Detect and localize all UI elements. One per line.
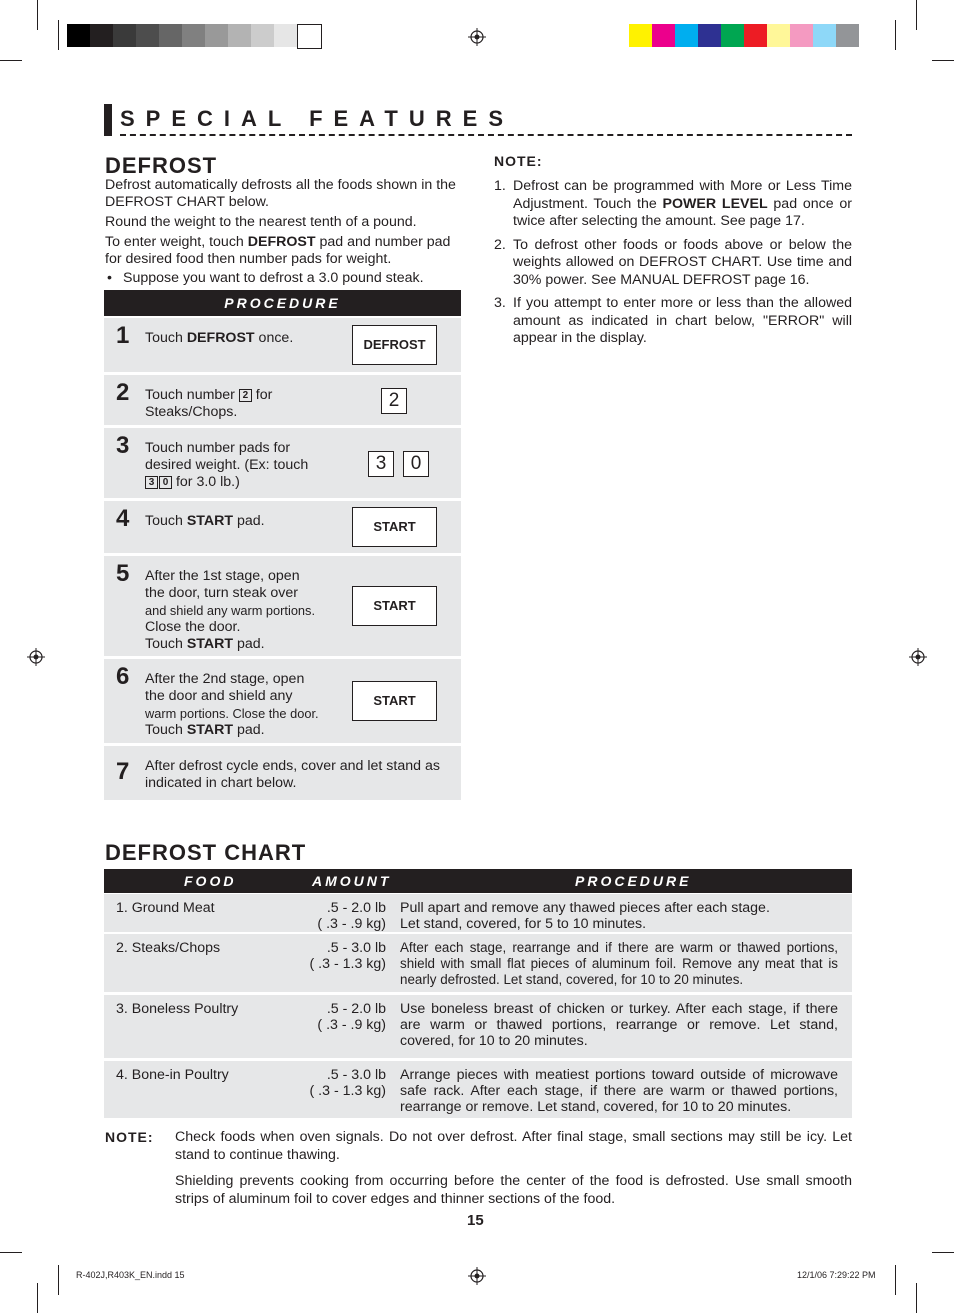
registration-mark-icon bbox=[468, 1267, 486, 1285]
footer-timestamp: 12/1/06 7:29:22 PM bbox=[797, 1270, 876, 1280]
procedure-cell: Use boneless breast of chicken or turkey. After each stage, if there are warm or thawed portions, rearrange or remove. Let stand, covered, for 10 to 20 minutes. bbox=[400, 1001, 838, 1049]
chart-header-row bbox=[104, 869, 852, 893]
procedure-header: PROCEDURE bbox=[104, 290, 461, 316]
intro-para-2: Round the weight to the nearest tenth of a pound. bbox=[105, 214, 417, 230]
column-header-food: FOOD bbox=[184, 873, 237, 889]
process-color-swatch bbox=[767, 24, 790, 47]
step-text: After defrost cycle ends, cover and let stand as indicated in chart below. bbox=[145, 758, 440, 791]
amount-cell: .5 - 3.0 lb ( .3 - 1.3 kg) bbox=[309, 1067, 386, 1099]
table-row bbox=[104, 1061, 852, 1118]
process-color-swatch bbox=[698, 24, 721, 47]
amount-cell: .5 - 2.0 lb ( .3 - .9 kg) bbox=[317, 1001, 386, 1033]
number-0-pad[interactable]: 0 bbox=[403, 451, 429, 477]
column-header-procedure: PROCEDURE bbox=[575, 873, 692, 889]
step-number: 6 bbox=[116, 663, 130, 690]
process-color-swatch bbox=[629, 24, 652, 47]
crop-mark bbox=[916, 1283, 917, 1313]
defrost-intro bbox=[105, 177, 463, 287]
process-color-swatch bbox=[675, 24, 698, 47]
number-3-key-icon: 3 bbox=[145, 476, 158, 489]
crop-mark bbox=[58, 20, 59, 50]
procedure-step bbox=[104, 428, 461, 498]
process-color-swatch bbox=[813, 24, 836, 47]
step-text: After the 2nd stage, open the door and shield any warm portions. Close the door. Touch START pad. bbox=[145, 671, 319, 738]
gray-swatch bbox=[67, 24, 90, 47]
crop-mark bbox=[895, 1265, 896, 1295]
process-color-swatch bbox=[652, 24, 675, 47]
intro-para-1: Defrost automatically defrosts all the foods shown in the DEFROST CHART below. bbox=[105, 177, 456, 210]
note-list bbox=[494, 178, 852, 354]
food-cell: 3. Boneless Poultry bbox=[116, 1001, 239, 1017]
gray-swatch bbox=[182, 24, 205, 47]
table-row bbox=[104, 995, 852, 1058]
step-number: 5 bbox=[116, 560, 130, 587]
step-text: Touch START pad. bbox=[145, 513, 265, 529]
defrost-heading: DEFROST bbox=[105, 153, 218, 178]
note-item: 1. Defrost can be programmed with More or Less Time Adjustment. Touch the POWER LEVEL pad once or twice after selecting the amount. See page 17. bbox=[494, 178, 852, 229]
crop-mark bbox=[58, 1265, 59, 1295]
step-number: 3 bbox=[116, 432, 130, 459]
footer-file-info: R-402J,R403K_EN.indd 15 bbox=[76, 1270, 185, 1280]
step-number: 2 bbox=[116, 379, 130, 406]
gray-swatch bbox=[228, 24, 251, 47]
step-number: 1 bbox=[116, 322, 130, 349]
process-color-swatch bbox=[744, 24, 767, 47]
crop-mark bbox=[0, 60, 22, 61]
note-item: 3. If you attempt to enter more or less than the allowed amount as indicated in chart below, "ERROR" will appear in the display. bbox=[494, 295, 852, 346]
number-2-key-icon: 2 bbox=[239, 389, 252, 402]
bottom-note-para-2: Shielding prevents cooking from occurring before the center of the food is defrosted. Use small smooth strips of aluminum foil to cover edges and thinner sections of the food. bbox=[175, 1173, 852, 1207]
registration-mark-icon bbox=[909, 648, 927, 666]
crop-mark bbox=[932, 1252, 954, 1253]
registration-mark-icon bbox=[27, 648, 45, 666]
bottom-note-label: NOTE: bbox=[105, 1129, 154, 1145]
gray-swatch bbox=[205, 24, 228, 47]
section-title-bar bbox=[104, 104, 112, 136]
procedure-cell: Pull apart and remove any thawed pieces after each stage. Let stand, covered, for 5 to 10 minutes. bbox=[400, 900, 770, 932]
start-pad-button[interactable]: START bbox=[352, 681, 437, 721]
start-pad-button[interactable]: START bbox=[352, 586, 437, 626]
crop-mark bbox=[932, 60, 954, 61]
crop-mark bbox=[916, 0, 917, 30]
crop-mark bbox=[895, 20, 896, 50]
food-cell: 1. Ground Meat bbox=[116, 900, 215, 916]
gray-swatch bbox=[297, 24, 322, 49]
procedure-step bbox=[104, 556, 461, 656]
procedure-cell: After each stage, rearrange and if there are warm or thawed portions, shield with small flat pieces of aluminum foil. Remove any meat that is nearly defrosted. Let stand, covered, for 10 to 20 minutes. bbox=[400, 940, 838, 987]
gray-swatch bbox=[251, 24, 274, 47]
amount-cell: .5 - 3.0 lb ( .3 - 1.3 kg) bbox=[309, 940, 386, 972]
step-text: Touch number 2 for Steaks/Chops. bbox=[145, 387, 273, 420]
page-number: 15 bbox=[467, 1212, 484, 1229]
gray-swatch bbox=[136, 24, 159, 47]
crop-mark bbox=[0, 1252, 22, 1253]
step-text: Touch DEFROST once. bbox=[145, 330, 294, 346]
bottom-note-text bbox=[175, 1128, 852, 1208]
crop-mark bbox=[37, 1283, 38, 1313]
process-color-swatch bbox=[790, 24, 813, 47]
number-0-key-icon: 0 bbox=[159, 476, 172, 489]
note-label: NOTE: bbox=[494, 153, 543, 169]
defrost-chart-heading: DEFROST CHART bbox=[105, 840, 307, 865]
food-cell: 4. Bone-in Poultry bbox=[116, 1067, 229, 1083]
procedure-step bbox=[104, 375, 461, 425]
step-text: After the 1st stage, open the door, turn steak over and shield any warm portions. Close the door. Touch START pad. bbox=[145, 568, 316, 652]
step-text: Touch number pads for desired weight. (Ex: touch 3 0 for 3.0 lb.) bbox=[145, 440, 309, 490]
gray-swatch bbox=[90, 24, 113, 47]
procedure-step bbox=[104, 746, 461, 800]
intro-para-3: To enter weight, touch DEFROST pad and number pad for desired food then number pads for weight. bbox=[105, 234, 451, 267]
procedure-step bbox=[104, 659, 461, 743]
defrost-pad-button[interactable]: DEFROST bbox=[352, 325, 437, 365]
table-row bbox=[104, 934, 852, 992]
table-row bbox=[104, 894, 852, 932]
process-color-swatch bbox=[721, 24, 744, 47]
column-header-amount: AMOUNT bbox=[312, 873, 392, 889]
registration-mark-icon bbox=[468, 28, 486, 46]
crop-mark bbox=[37, 0, 38, 30]
section-title: SPECIAL FEATURES bbox=[120, 106, 514, 131]
procedure-step bbox=[104, 501, 461, 553]
intro-bullet: • Suppose you want to defrost a 3.0 pound steak. bbox=[107, 270, 424, 286]
amount-cell: .5 - 2.0 lb ( .3 - .9 kg) bbox=[317, 900, 386, 932]
food-cell: 2. Steaks/Chops bbox=[116, 940, 221, 956]
procedure-step bbox=[104, 318, 461, 372]
bottom-note-para-1: Check foods when oven signals. Do not over defrost. After final stage, small sections may still be icy. Let stand to continue thawing. bbox=[175, 1129, 852, 1163]
note-item: 2. To defrost other foods or foods above or below the weights allowed on DEFROST CHART. Use time and 30% power. See MANUAL DEFROST page 16. bbox=[494, 236, 852, 288]
section-divider bbox=[120, 134, 852, 136]
gray-swatch bbox=[274, 24, 297, 47]
number-2-pad[interactable]: 2 bbox=[381, 388, 407, 414]
start-pad-button[interactable]: START bbox=[352, 507, 437, 547]
procedure-cell: Arrange pieces with meatiest portions toward outside of microwave safe rack. After each stage, if there are warm or thawed portions, rearrange or remove. Let stand, covered, for 10 to 20 minutes. bbox=[400, 1067, 838, 1115]
step-number: 7 bbox=[116, 758, 130, 785]
gray-swatch bbox=[113, 24, 136, 47]
process-color-swatch bbox=[836, 24, 859, 47]
gray-swatch bbox=[159, 24, 182, 47]
number-3-pad[interactable]: 3 bbox=[368, 451, 394, 477]
step-number: 4 bbox=[116, 505, 130, 532]
